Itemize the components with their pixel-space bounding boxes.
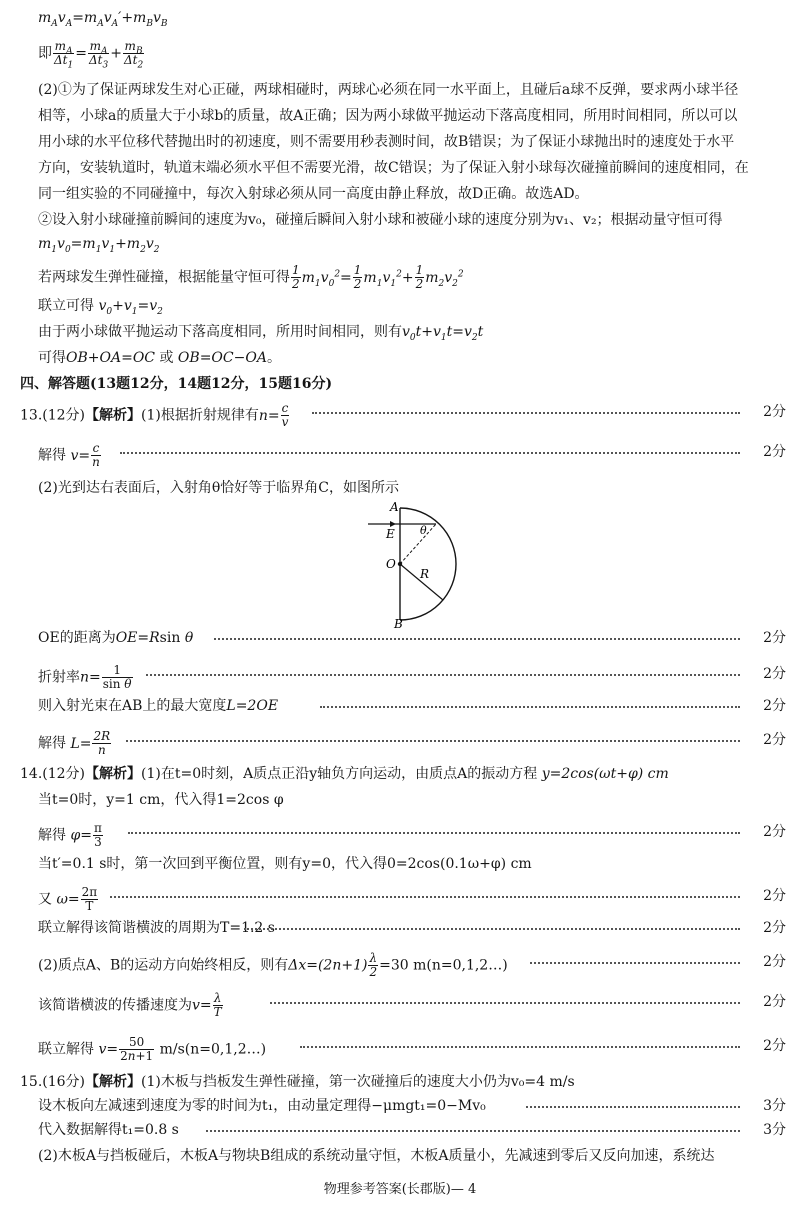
q13-line2: 解得 v= $\frac{c}{n}$: [38, 441, 100, 469]
leader-dots: [214, 638, 740, 640]
score: 2分: [763, 404, 786, 420]
score: 2分: [763, 630, 786, 646]
q14-line2: 当t=0时，y=1 cm，代入得1=2cos φ: [38, 792, 284, 808]
semicircle-arc: [400, 508, 456, 620]
label-o: O: [386, 557, 396, 571]
section-heading: 四、解答题(13题12分，14题12分，15题16分): [20, 376, 333, 392]
paragraph-line: ②设入射小球碰撞前瞬间的速度为v₀，碰撞后瞬间入射小球和被碰小球的速度分别为v₁、v₂；根据动量守恒可得: [38, 212, 723, 228]
q15-line1: 15.(16分)【解析】(1)木板与挡板发生弹性碰撞，第一次碰撞后的速度大小仍为v₀=4 m/s: [20, 1074, 575, 1090]
leader-dots: [110, 896, 740, 898]
normal-line: [400, 524, 436, 564]
momentum-equation: $m_Av_A=m_Av_A'+m_Bv_B$: [38, 10, 168, 29]
q15-line4: (2)木板A与挡板碰后，木板A与物块B组成的系统动量守恒，木板A质量小，先减速到零后又反向加速，系统达: [38, 1148, 715, 1164]
leader-dots: [530, 962, 740, 964]
leader-dots: [526, 1106, 740, 1108]
q13-oe-line: OE的距离为OE=Rsin θ: [38, 630, 194, 646]
q15-line2: 设木板向左减速到速度为零的时间为t₁，由动量定理得−μmgt₁=0−Mv₀: [38, 1098, 486, 1114]
q14-line1: 14.(12分)【解析】(1)在t=0时刻，A质点正沿y轴负方向运动，由质点A的振动方程 y=2cos(ωt+φ) cm: [20, 766, 669, 782]
q13-solve-line: 解得 L= $\frac{2R}{n}$: [38, 729, 111, 757]
leader-dots: [126, 740, 740, 742]
q15-line3: 代入数据解得t₁=0.8 s: [38, 1122, 179, 1138]
paragraph-line: 用小球的水平位移代替抛出时的初速度，则不需要用秒表测时间，故B错误；为了保证小球抛出时的速度处于水平: [38, 134, 735, 150]
q13-line3: (2)光到达右表面后，入射角θ恰好等于临界角C，如图所示: [38, 480, 399, 496]
conservation-equation: $m_1v_0=m_1v_1+m_2v_2$: [38, 236, 160, 255]
q14-part2-line: (2)质点A、B的运动方向始终相反，则有Δx=(2n+1) $\frac{\lambda}{2}$ =30 m(n=0,1,2…): [38, 951, 508, 979]
q14-period-line: 联立解得该简谐横波的周期为T=1.2 s: [38, 920, 275, 936]
leader-dots: [206, 1130, 740, 1132]
paragraph-line: 相等，小球a的质量大于小球b的质量，故A正确；因为两小球做平抛运动下落高度相同，所用时间相同，所以可以: [38, 108, 738, 124]
score: 2分: [763, 444, 786, 460]
paragraph-line: (2)①为了保证两球发生对心正碰，两球相碰时，两球心必须在同一水平面上，且碰后a球不反弹，要求两小球半径: [38, 82, 739, 98]
label-r: R: [420, 567, 430, 581]
leader-dots: [146, 674, 740, 676]
energy-equation-line: 若两球发生弹性碰撞，根据能量守恒可得 $\frac{1}{2}$ $m_1v_0^2=$ $\frac{1}{2}$ $m_1v_1^2+$ $\frac{1}{2}$ $m_2v_2^2$: [38, 263, 464, 291]
q13-width-line: 则入射光束在AB上的最大宽度L=2OE: [38, 698, 279, 714]
score: 2分: [763, 888, 786, 904]
score: 2分: [763, 1038, 786, 1054]
score: 2分: [763, 824, 786, 840]
paragraph-line: 同一组实验的不同碰撞中，每次入射球必须从同一高度由静止释放，故D正确。故选AD。: [38, 186, 589, 202]
q14-solve-line: 解得 φ= $\frac{\pi}{3}$: [38, 821, 102, 849]
leader-dots: [120, 452, 740, 454]
leader-dots: [320, 706, 740, 708]
q14-final-line: 联立解得 v= $\frac{50}{2n+1}$ m/s(n=0,1,2…): [38, 1035, 267, 1063]
score: 2分: [763, 954, 786, 970]
combine-line: 联立可得 $v_0+v_1=v_2$: [38, 298, 163, 317]
time-equation: 即 $\frac{m_A}{\Delta t_1}$ = $\frac{m_A}{\Delta t_3}$ + $\frac{m_B}{\Delta t_2}$: [38, 39, 144, 71]
score: 3分: [763, 1098, 786, 1114]
label-theta: θ: [420, 524, 427, 537]
score: 2分: [763, 994, 786, 1010]
q14-line4: 当t′=0.1 s时，第一次回到平衡位置，则有y=0，代入得0=2cos(0.1ω+φ) cm: [38, 856, 532, 872]
label-a: A: [390, 500, 399, 514]
q13-n-line: 折射率n= $\frac{1}{\text{sin θ}}$: [38, 663, 132, 691]
score: 3分: [763, 1122, 786, 1138]
result-line: 可得OB+OA=OC 或 OB=OC−OA。: [38, 350, 281, 366]
leader-dots: [128, 832, 740, 834]
time-line: 由于两小球做平抛运动下落高度相同，所用时间相同，则有$v_0t+v_1t=v_2t$: [38, 324, 484, 343]
q14-speed-line: 该简谐横波的传播速度为v= $\frac{\lambda}{T}$: [38, 991, 222, 1019]
q13-line1: 13.(12分)【解析】(1)根据折射规律有n= $\frac{c}{v}$: [20, 401, 289, 429]
score: 2分: [763, 698, 786, 714]
score: 2分: [763, 732, 786, 748]
leader-dots: [244, 928, 740, 930]
score: 2分: [763, 920, 786, 936]
leader-dots: [270, 1002, 740, 1004]
page-footer: 物理参考答案(长郡版)— 4: [323, 1182, 477, 1197]
paragraph-line: 方向，安装轨道时，轨道末端必须水平但不需要光滑，故C错误；为了保证入射小球每次碰撞前瞬间的速度相同，在: [38, 160, 749, 176]
center-point: [398, 562, 402, 566]
label-e: E: [386, 527, 395, 541]
label-b: B: [394, 617, 403, 628]
leader-dots: [300, 1046, 740, 1048]
refraction-diagram: [360, 498, 480, 628]
leader-dots: [312, 412, 740, 414]
score: 2分: [763, 666, 786, 682]
q14-omega-line: 又 ω= $\frac{2\pi}{T}$: [38, 885, 98, 913]
